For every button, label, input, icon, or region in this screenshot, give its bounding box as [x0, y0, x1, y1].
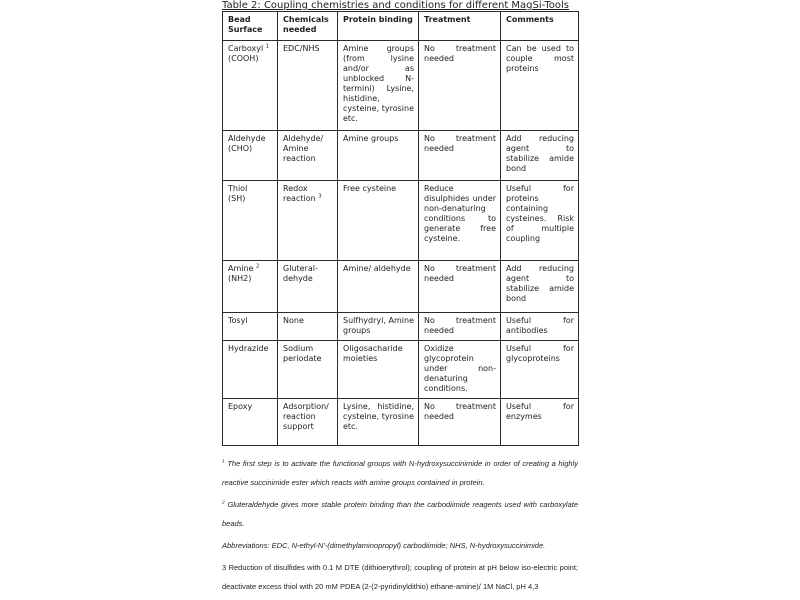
- table-cell: Epoxy: [223, 399, 278, 446]
- table-cell: No treatment needed: [419, 131, 501, 181]
- table-row: [223, 181, 579, 261]
- superscript-marker: 1: [265, 43, 270, 50]
- superscript-marker: 2: [222, 500, 225, 506]
- table-cell: Useful for proteins containing cysteines. Risk of multiple coupling: [501, 181, 579, 261]
- table-cell: Amine $^2$ (NH2): [223, 261, 278, 313]
- table-header-row: [223, 12, 579, 41]
- table-row: [223, 341, 579, 399]
- table-cell: No treatment needed: [419, 41, 501, 131]
- table-cell: Amine groups: [338, 131, 419, 181]
- table-cell: Aldehyde/ Amine reaction: [278, 131, 338, 181]
- table-cell: Sodium periodate: [278, 341, 338, 399]
- table-cell: Lysine, histidine, cysteine, tyrosine etc.: [338, 399, 419, 446]
- table-cell: No treatment needed: [419, 399, 501, 446]
- column-header: Comments: [501, 12, 579, 41]
- table-cell: Amine/ aldehyde: [338, 261, 419, 313]
- column-header: Protein binding: [338, 12, 419, 41]
- table-cell: Can be used to couple most proteins: [501, 41, 579, 131]
- coupling-table: [222, 11, 579, 446]
- footnote: $^2$ Gluteraldehyde gives more stable protein binding than the carbodiimide reagents used with carboxylate beads.: [222, 500, 578, 528]
- table-cell: Redox reaction $^3$: [278, 181, 338, 261]
- table-cell: Sulfhydryl, Amine groups: [338, 313, 419, 341]
- column-header: Treatment: [419, 12, 501, 41]
- table-cell: Amine groups (from lysine and/or as unblocked N-termini) Lysine, histidine, cysteine, tyrosine etc.: [338, 41, 419, 131]
- table-row: [223, 41, 579, 131]
- superscript-marker: 3: [318, 193, 322, 200]
- table-cell: Useful for enzymes: [501, 399, 579, 446]
- table-cell: Oxidize glycoprotein under non-denaturing conditions.: [419, 341, 501, 399]
- superscript-marker: 2: [256, 263, 260, 270]
- footnote: Abbreviations: EDC, N-ethyl-N'-(dimethylaminopropyl) carbodiimide; NHS, N-hydroxysuccinimide.: [222, 541, 546, 550]
- table-cell: Free cysteine: [338, 181, 419, 261]
- table-cell: Add reducing agent to stabilize amide bond: [501, 261, 579, 313]
- table-cell: EDC/NHS: [278, 41, 338, 131]
- superscript-marker: 1: [222, 459, 225, 465]
- table-title: Table 2: Coupling chemistries and conditions for different MagSi-Tools: [222, 0, 569, 11]
- table-body: [223, 41, 579, 446]
- table-cell: Carboxyl $^1$ (COOH): [223, 41, 278, 131]
- table-cell: Tosyl: [223, 313, 278, 341]
- table-cell: Oligosacharide moieties: [338, 341, 419, 399]
- footnote: $^1$ The first step is to activate the functional groups with N-hydroxysuccinimide in order of creating a highly reactive succinimide ester which reacts with amine groups contained in protein.: [222, 459, 578, 487]
- table-row: [223, 313, 579, 341]
- table-row: [223, 399, 579, 446]
- table-cell: No treatment needed: [419, 261, 501, 313]
- table-cell: Reduce disulphides under non-denaturing conditions to generate free cysteine.: [419, 181, 501, 261]
- document-content: [222, 0, 578, 599]
- table-cell: Add reducing agent to stabilize amide bond: [501, 131, 579, 181]
- table-cell: Gluteral- dehyde: [278, 261, 338, 313]
- footnote: 3 Reduction of disulfides with 0.1 M DTE (dithioerythrol); coupling of protein at pH below iso-electric point; deactivate excess thiol with 20 mM PDEA (2-(2-pyridinyldithio) ethane-amine)/ 1M NaCl, pH 4,3: [222, 563, 578, 591]
- column-header: Bead Surface: [223, 12, 278, 41]
- table-cell: No treatment needed: [419, 313, 501, 341]
- table-cell: None: [278, 313, 338, 341]
- table-cell: Hydrazide: [223, 341, 278, 399]
- footnotes: [222, 454, 578, 596]
- table-cell: Useful for antibodies: [501, 313, 579, 341]
- table-cell: Aldehyde (CHO): [223, 131, 278, 181]
- table-row: [223, 131, 579, 181]
- table-cell: Thiol (SH): [223, 181, 278, 261]
- table-row: [223, 261, 579, 313]
- table-cell: Adsorption/ reaction support: [278, 399, 338, 446]
- table-cell: Useful for glycoproteins: [501, 341, 579, 399]
- column-header: Chemicals needed: [278, 12, 338, 41]
